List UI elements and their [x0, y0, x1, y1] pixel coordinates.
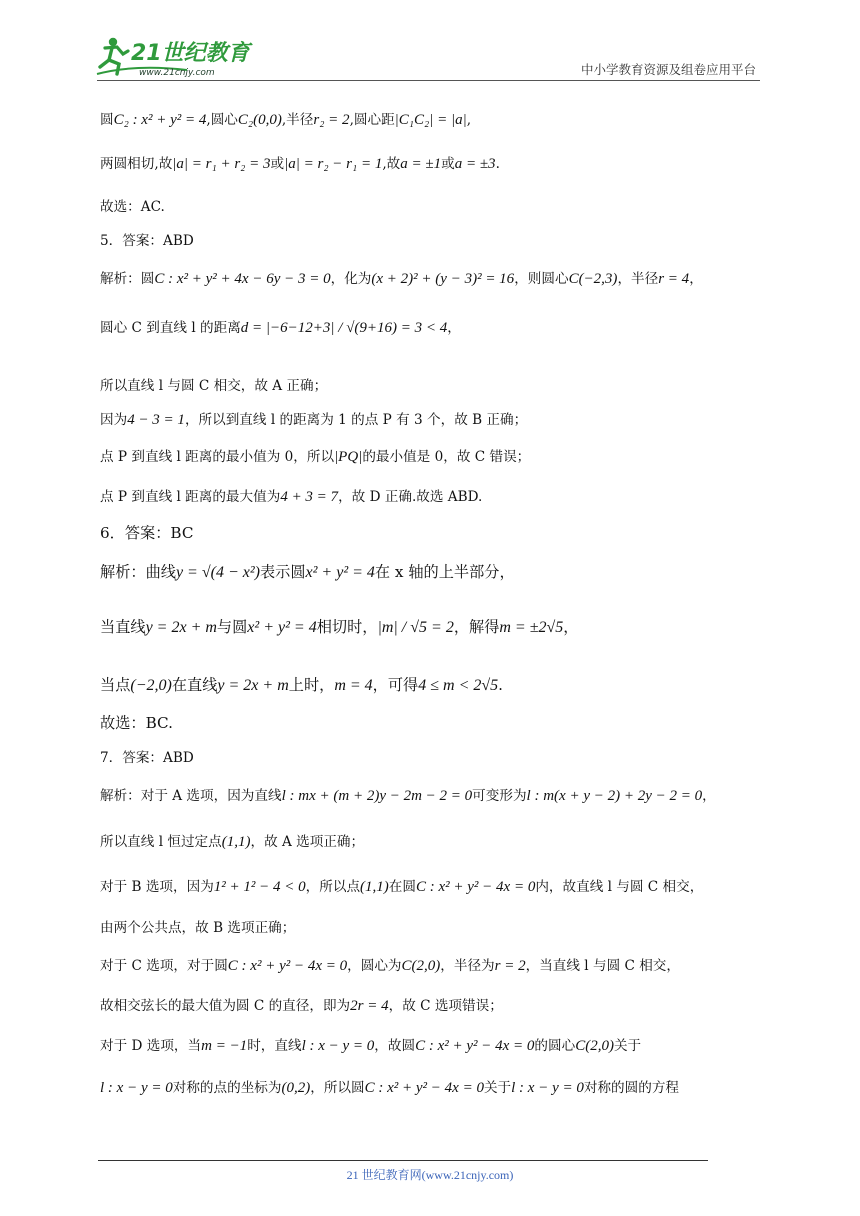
text-run: 7．答案：ABD	[100, 750, 194, 766]
text-run: 点 P 到直线 l 距离的最小值为 0，所以	[100, 449, 335, 465]
text-run: 解析：对于 A 选项，因为直线	[100, 788, 282, 804]
math-expression: C(2,0)	[575, 1038, 614, 1054]
content-line	[100, 877, 703, 897]
math-expression: x² + y² = 4	[305, 564, 375, 581]
text-run: 对称的圆的方程	[583, 1080, 680, 1096]
text-run: 圆心 C 到直线 l 的距离	[100, 320, 241, 336]
content-line	[100, 487, 482, 507]
text-run: 所以直线 l 恒过定点	[100, 834, 222, 850]
text-run: 关于	[613, 1038, 642, 1054]
text-run: 解析：曲线	[100, 563, 176, 581]
text-run: ,圆心距	[349, 112, 395, 128]
math-expression: x² + y² = 4	[247, 619, 317, 636]
text-run: 在 x 轴的上半部分，	[374, 563, 515, 581]
text-run: 的最小值是 0，故 C 错误；	[362, 449, 531, 465]
runner-logo-icon	[95, 34, 270, 80]
content-line	[100, 197, 165, 217]
text-run: ，故 A 选项正确；	[250, 834, 365, 850]
text-run: 圆	[100, 112, 114, 128]
math-expression: 4 + 3 = 7	[280, 489, 339, 505]
text-run: 故选：BC.	[100, 714, 173, 732]
content-line	[100, 231, 194, 251]
text-run: 由两个公共点，故 B 选项正确；	[100, 920, 296, 936]
text-run: ，	[563, 618, 579, 636]
text-run: 的圆心	[534, 1038, 576, 1054]
text-run: 故选：AC.	[100, 199, 165, 215]
text-run: 内，故直线 l 与圆 C 相交，	[535, 879, 704, 895]
math-expression: l : mx + (m + 2)y − 2m − 2 = 0	[281, 788, 473, 804]
header-platform-name: 中小学教育资源及组卷应用平台	[580, 62, 756, 77]
text-run: 时，直线	[247, 1038, 302, 1054]
text-run: .	[498, 676, 503, 694]
text-run: 或	[270, 156, 285, 172]
text-run: 因为	[100, 412, 128, 428]
text-run: ，圆心为	[347, 958, 402, 974]
math-expression: (x + 2)² + (y − 3)² = 16	[371, 271, 515, 287]
math-expression: m = −1	[201, 1038, 248, 1054]
text-run: ，化为	[330, 271, 372, 287]
text-run: 或	[441, 156, 455, 172]
text-run: ，	[447, 320, 461, 336]
text-run: ，所以点	[305, 879, 361, 895]
text-run: 可变形为	[472, 788, 527, 804]
text-run: ,	[466, 112, 472, 128]
math-expression: C : x² + y² − 4x = 0	[227, 958, 348, 974]
text-run: 两圆相切,故	[100, 156, 173, 172]
footer-site-link[interactable]: 21 世纪教育网(www.21cnjy.com)	[346, 1168, 514, 1182]
content-line	[100, 318, 461, 338]
text-run: 点 P 到直线 l 距离的最大值为	[100, 489, 281, 505]
text-run: 与圆	[216, 618, 248, 636]
math-expression: (1,1)	[221, 834, 251, 850]
text-run: 在圆	[388, 879, 416, 895]
text-run: 在直线	[171, 676, 218, 694]
text-run: 对于 D 选项，当	[100, 1038, 202, 1054]
math-expression: l : x − y = 0	[100, 1080, 173, 1096]
content-line	[100, 956, 680, 976]
content-line	[100, 447, 530, 467]
math-expression: m = 4	[334, 677, 373, 694]
content-line	[100, 1036, 641, 1056]
header-divider	[97, 80, 760, 81]
math-expression: (0,2)	[281, 1080, 311, 1096]
text-run: .	[495, 156, 500, 172]
text-run: ，	[689, 271, 703, 287]
math-expression: r₂ = 2	[313, 112, 350, 128]
math-expression: C : x² + y² − 4x = 0	[415, 1038, 535, 1054]
content-line	[100, 562, 515, 583]
content-line	[100, 110, 471, 130]
text-run: ，故 D 正确.故选 ABD.	[338, 489, 483, 505]
math-expression: C₂ : x² + y² = 4	[113, 112, 207, 128]
text-run: ,圆心	[206, 112, 238, 128]
content-line	[100, 713, 173, 733]
math-expression: 4 ≤ m < 2√5	[418, 677, 499, 694]
text-run: 对于 B 选项，因为	[100, 879, 214, 895]
math-expression: C : x² + y² − 4x = 0	[415, 879, 536, 895]
text-run: 5．答案：ABD	[100, 233, 194, 249]
text-run: 6．答案：BC	[100, 524, 194, 542]
text-run: 关于	[483, 1080, 512, 1096]
text-run: 当直线	[100, 618, 146, 636]
text-run: 解析：圆	[100, 271, 155, 287]
math-expression: r = 4	[658, 271, 690, 287]
text-run: ，半径为	[440, 958, 495, 974]
text-run: 当点	[100, 676, 131, 694]
text-run: 对称的点的坐标为	[172, 1080, 282, 1096]
math-expression: |C₁C₂| = |a|	[394, 112, 467, 128]
content-line	[100, 832, 364, 852]
math-expression: (1,1)	[360, 879, 389, 895]
math-expression: (−2,0)	[130, 677, 172, 694]
text-run: 故相交弦长的最大值为圆 C 的直径，即为	[100, 998, 351, 1014]
content-line	[100, 269, 703, 289]
text-run: ,半径	[281, 112, 314, 128]
content-line	[100, 410, 527, 430]
content-line	[100, 675, 503, 696]
text-run: ，故 C 选项错误；	[388, 998, 503, 1014]
math-expression: C(2,0)	[401, 958, 441, 974]
logo-url: www.21cnjy.com	[139, 68, 215, 78]
content-line	[100, 376, 327, 396]
math-expression: 4 − 3 = 1	[127, 412, 185, 428]
math-expression: |a| = r₁ + r₂ = 3	[172, 156, 271, 172]
text-run: ，故圆	[374, 1038, 416, 1054]
math-expression: 2r = 4	[350, 998, 389, 1014]
footer-divider	[98, 1160, 708, 1161]
content-line	[100, 748, 194, 768]
math-expression: d = |−6−12+3| / √(9+16) = 3 < 4	[240, 320, 448, 336]
text-run: ，解得	[453, 618, 500, 636]
math-expression: C(−2,3)	[568, 271, 618, 287]
content-line	[100, 918, 295, 938]
math-expression: a = ±3	[454, 156, 496, 172]
content-line	[100, 1078, 679, 1098]
math-expression: m = ±2√5	[499, 619, 564, 636]
math-expression: C₂(0,0)	[237, 112, 282, 128]
logo-wordmark: 21世纪教育	[131, 41, 250, 66]
text-run: ，当直线 l 与圆 C 相交，	[525, 958, 680, 974]
math-expression: y = √(4 − x²)	[175, 564, 260, 581]
content-line	[100, 996, 503, 1016]
math-expression: l : m(x + y − 2) + 2y − 2 = 0	[526, 788, 703, 804]
text-run: ,故	[382, 156, 401, 172]
text-run: 表示圆	[259, 563, 306, 581]
math-expression: y = 2x + m	[217, 677, 289, 694]
math-expression: l : x − y = 0	[511, 1080, 584, 1096]
text-run: ，所以到直线 l 的距离为 1 的点 P 有 3 个，故 B 正确；	[184, 412, 528, 428]
text-run: ，半径	[617, 271, 659, 287]
text-run: 对于 C 选项，对于圆	[100, 958, 228, 974]
math-expression: C : x² + y² + 4x − 6y − 3 = 0	[154, 271, 331, 287]
content-line	[100, 523, 193, 543]
math-expression: r = 2	[494, 958, 526, 974]
math-expression: y = 2x + m	[145, 619, 217, 636]
text-run: ，	[702, 788, 716, 804]
math-expression: l : x − y = 0	[301, 1038, 375, 1054]
text-run: 上时，	[288, 676, 335, 694]
math-expression: a = ±1	[400, 156, 442, 172]
content-line	[100, 786, 716, 806]
math-expression: C : x² + y² − 4x = 0	[364, 1080, 484, 1096]
text-run: ，所以圆	[310, 1080, 365, 1096]
site-logo	[95, 34, 270, 80]
text-run: ，则圆心	[514, 271, 569, 287]
math-expression: 1² + 1² − 4 < 0	[213, 879, 306, 895]
content-line	[100, 617, 578, 638]
content-line	[100, 154, 500, 174]
math-expression: |a| = r₂ − r₁ = 1	[284, 156, 383, 172]
text-run: 所以直线 l 与圆 C 相交，故 A 正确；	[100, 378, 328, 394]
text-run: ，可得	[372, 676, 419, 694]
text-run: 相切时，	[316, 618, 378, 636]
math-expression: |PQ|	[334, 449, 363, 465]
math-expression: |m| / √5 = 2	[377, 619, 454, 636]
